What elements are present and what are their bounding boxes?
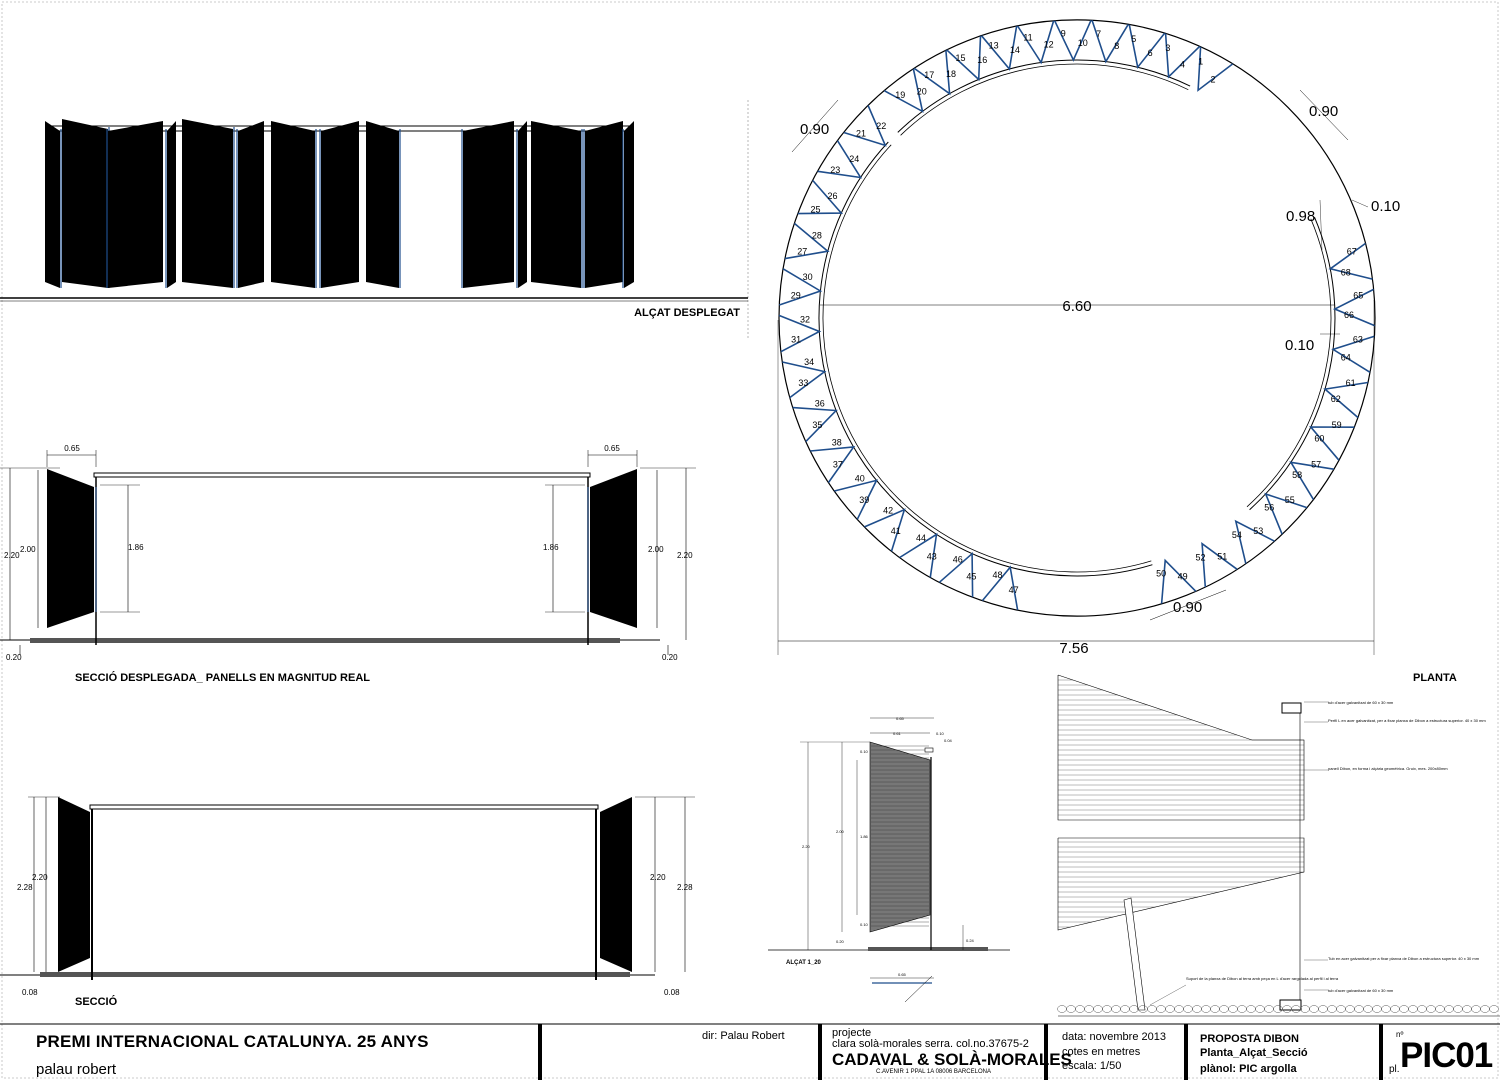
- pebble: [1409, 1006, 1418, 1013]
- dim-label: 0.08: [664, 988, 680, 997]
- dim-label: 2.28: [677, 883, 693, 892]
- dim-label: 2.00: [20, 545, 36, 554]
- tube-top: [1282, 703, 1301, 713]
- ring-inner-edge: [823, 64, 1331, 572]
- panel-number: 7: [1096, 28, 1102, 39]
- panel-number: 35: [812, 420, 823, 431]
- panel-number: 12: [1043, 39, 1054, 50]
- top-beam: [94, 473, 590, 477]
- dim-label: 0.04: [944, 738, 952, 743]
- panel-number: 56: [1264, 502, 1275, 513]
- dim-label: 2.00: [648, 545, 664, 554]
- dim-outer-diameter: 7.56: [1059, 640, 1089, 657]
- detail-title: ALÇAT 1_20: [786, 960, 821, 966]
- ground-hatch: [30, 638, 620, 643]
- pebble: [1337, 1006, 1346, 1013]
- elevation-panel: [108, 121, 163, 288]
- panel-number: 58: [1292, 469, 1303, 480]
- detail-note: Tub en acer galvanitzat per a fixar planxa de Dibon a estructura superior. 40 x 30 mm: [1328, 956, 1480, 961]
- right-panel: [590, 469, 637, 628]
- dim-gap-bottom: 0.90: [1173, 599, 1203, 616]
- dim-label: 0.65: [896, 716, 904, 721]
- pebble: [1400, 1006, 1409, 1013]
- panel-number: 54: [1231, 530, 1242, 541]
- pebble: [1094, 1006, 1103, 1013]
- elevation-unfolded: [0, 119, 748, 319]
- dim-label: 1.86: [860, 834, 868, 839]
- panel-number: 1: [1198, 56, 1204, 67]
- detail-note: tub d'acer galvanitzat de 60 x 30 mm: [1328, 988, 1394, 993]
- panel-number: 37: [832, 459, 843, 470]
- panel-number: 22: [876, 121, 887, 132]
- panel-number: 45: [966, 571, 977, 582]
- section-detail-strut: [1124, 898, 1145, 1010]
- ring-outer-edge: [779, 20, 1375, 616]
- panel-number: 14: [1009, 45, 1020, 56]
- elevation-panel: [624, 121, 634, 288]
- dim-inner-diameter: 6.60: [1062, 298, 1092, 315]
- pebble: [1319, 1006, 1328, 1013]
- dim-label: 2.20: [32, 873, 48, 882]
- project-label: projecte: [832, 1027, 872, 1039]
- elevation-panel: [271, 121, 315, 288]
- detail-plan-line: [905, 976, 932, 1002]
- panel-number: 51: [1217, 551, 1228, 562]
- panel-number: 48: [992, 570, 1003, 581]
- elevation-panel: [531, 121, 581, 288]
- ground-hatch: [40, 972, 630, 977]
- panel-number: 4: [1179, 59, 1185, 70]
- panel-number: 64: [1340, 352, 1351, 363]
- section: [0, 797, 695, 1008]
- dim-label: 0.20: [836, 939, 844, 944]
- elevation-panel: [182, 119, 233, 288]
- left-panel: [58, 797, 90, 972]
- dim-label: 2.20: [650, 873, 666, 882]
- panel-number: 28: [811, 230, 822, 241]
- pebble: [1472, 1006, 1481, 1013]
- panel-pair: [1092, 20, 1128, 61]
- dim-label: 1.86: [128, 543, 144, 552]
- pebble: [1382, 1006, 1391, 1013]
- pebble: [1256, 1006, 1265, 1013]
- panel-number: 18: [945, 69, 957, 79]
- detail-top-tube: [925, 748, 933, 752]
- panel-number: 42: [883, 505, 894, 516]
- panel-number: 15: [955, 53, 966, 64]
- dim-label: 0.08: [22, 988, 38, 997]
- elevation-panel: [585, 121, 623, 288]
- pebble: [1121, 1006, 1130, 1013]
- dim-label: 0.65: [898, 972, 906, 977]
- panel-number: 30: [802, 272, 813, 283]
- panel-number: 2: [1210, 74, 1216, 85]
- dim-label: 0.10: [936, 731, 944, 736]
- pebble: [1310, 1006, 1319, 1013]
- panel-number: 55: [1284, 495, 1295, 505]
- pebble: [1490, 1006, 1499, 1013]
- panel-number: 52: [1195, 552, 1206, 563]
- unfolded-section-title: SECCIÓ DESPLEGADA_ PANELLS EN MAGNITUD REAL: [75, 672, 370, 684]
- director: dir: Palau Robert: [702, 1030, 785, 1042]
- panel-number: 38: [831, 437, 842, 448]
- dim-thickness-top: 0.10: [1371, 198, 1401, 215]
- panel-number: 41: [890, 526, 901, 536]
- panel-number: 61: [1345, 378, 1356, 389]
- panel-number: 67: [1346, 246, 1357, 257]
- drawing-code: PIC01: [1400, 1036, 1493, 1075]
- dim-thickness-mid: 0.10: [1285, 337, 1315, 354]
- section-unfolded: [0, 444, 696, 684]
- panel-number: 40: [854, 473, 865, 484]
- pebble: [1166, 1006, 1175, 1013]
- pebble: [1202, 1006, 1211, 1013]
- pebble: [1148, 1006, 1157, 1013]
- elevation-panel: [518, 121, 527, 288]
- panel-number: 34: [804, 357, 815, 368]
- panel-number: 36: [814, 398, 825, 409]
- panel-number: 3: [1165, 43, 1171, 53]
- elevation-panel: [366, 121, 399, 288]
- dim-label: 1.86: [543, 543, 559, 552]
- plan-ring: [778, 20, 1457, 684]
- dim-label: 2.28: [17, 883, 33, 892]
- pl-label: pl.: [1389, 1064, 1400, 1075]
- dim-label: 0.10: [860, 749, 868, 754]
- panel-number: 63: [1352, 334, 1363, 345]
- panel-number: 20: [916, 86, 927, 97]
- pebble: [1193, 1006, 1202, 1013]
- firm-name: CADAVAL & SOLÀ-MORALES: [832, 1050, 1072, 1069]
- panel-number: 10: [1077, 38, 1088, 49]
- project-value: clara solà-morales serra. col.no.37675-2: [832, 1038, 1029, 1050]
- elevation-panel: [45, 121, 60, 288]
- panel-number: 68: [1340, 267, 1351, 278]
- panel-number: 66: [1343, 310, 1355, 320]
- pebble: [1373, 1006, 1382, 1013]
- panel-number: 17: [924, 69, 935, 80]
- panel-number: 19: [895, 90, 906, 101]
- leader-line: [1150, 985, 1186, 1005]
- panel-number: 13: [988, 40, 999, 51]
- firm-address: C.AVENIR 1 PPAL 1A 08006 BARCELONA: [876, 1069, 991, 1075]
- elevation-panel: [62, 119, 108, 288]
- pebble: [1130, 1006, 1139, 1013]
- pebble: [1103, 1006, 1112, 1013]
- ground-hatch: [868, 947, 988, 951]
- panel-number: 26: [827, 190, 838, 201]
- panel-number: 21: [855, 128, 867, 139]
- pebble: [1265, 1006, 1274, 1013]
- dim-label: 0.20: [662, 653, 678, 662]
- panel-number: 29: [790, 290, 801, 301]
- panel-number: 62: [1330, 394, 1341, 405]
- dim-label: 0.65: [604, 444, 620, 453]
- pebble: [1229, 1006, 1238, 1013]
- gravel: [1058, 1006, 1499, 1013]
- panel-number: 32: [799, 314, 811, 325]
- pebble: [1454, 1006, 1463, 1013]
- dim-label: 0.61: [893, 731, 901, 736]
- panel-number: 5: [1131, 33, 1137, 44]
- panel-number: 27: [797, 246, 808, 257]
- dim-line: [1352, 200, 1368, 207]
- pebble: [1436, 1006, 1445, 1013]
- panel-number: 39: [859, 495, 870, 505]
- detail-note: Perfil L en acer galvanitzat, per a fixar planxa de Dibon a estructura superior. 40 x 30 mm: [1328, 718, 1486, 723]
- panel-number: 9: [1060, 28, 1066, 39]
- elevation-title: ALÇAT DESPLEGAT: [634, 307, 740, 319]
- project-title: PREMI INTERNACIONAL CATALUNYA. 25 ANYS: [36, 1032, 429, 1051]
- dim-label: 0.24: [966, 938, 974, 943]
- project-subtitle: palau robert: [36, 1061, 117, 1078]
- pebble: [1112, 1006, 1121, 1013]
- pebble: [1157, 1006, 1166, 1013]
- dim-label: 2.20: [4, 551, 20, 560]
- panel-number: 25: [810, 204, 821, 215]
- left-panel: [47, 469, 94, 628]
- panel-number: 44: [915, 532, 927, 543]
- panel-pair: [1162, 560, 1196, 603]
- pebble: [1418, 1006, 1427, 1013]
- pebble: [1364, 1006, 1373, 1013]
- panel-number: 47: [1008, 584, 1019, 595]
- tube-bottom: [1280, 1000, 1301, 1010]
- elevation-panel: [463, 121, 514, 288]
- panel-number: 8: [1114, 40, 1120, 51]
- proposal-name: PROPOSTA DIBON: [1200, 1033, 1300, 1045]
- panel-number: 16: [977, 55, 988, 66]
- panel-number: 50: [1156, 568, 1167, 579]
- section-detail-hatch: [1058, 680, 1304, 815]
- panel-number: 57: [1311, 459, 1322, 470]
- drawing-units: cotes en metres: [1062, 1046, 1141, 1058]
- pebble: [1328, 1006, 1337, 1013]
- pebble: [1355, 1006, 1364, 1013]
- pebble: [1238, 1006, 1247, 1013]
- section-title: SECCIÓ: [75, 996, 118, 1008]
- pebble: [1481, 1006, 1490, 1013]
- plan-title: PLANTA: [1413, 672, 1457, 684]
- pebble: [1076, 1006, 1085, 1013]
- dim-label: 0.20: [6, 653, 22, 662]
- panel-number: 31: [791, 334, 802, 345]
- panel-zigzag: [779, 20, 1375, 610]
- panel-number: 65: [1353, 290, 1364, 301]
- elevation-panel: [321, 121, 359, 288]
- detail-note: tub d'acer galvanitzat de 60 x 30 mm: [1328, 700, 1394, 705]
- dim-depth: 0.98: [1286, 208, 1316, 225]
- pebble: [1427, 1006, 1436, 1013]
- pebble: [1067, 1006, 1076, 1013]
- top-beam: [90, 805, 598, 809]
- panel-number: 43: [926, 551, 937, 562]
- detail-note: Suport de la planxa de Dibon al terra amb peça en L d'acer rargolada al perfil i al terra: [1186, 976, 1339, 981]
- pebble: [1184, 1006, 1193, 1013]
- dim-line: [1320, 200, 1322, 250]
- number-label: nº: [1396, 1030, 1404, 1039]
- elevation-panel: [238, 121, 264, 288]
- panel-number: 49: [1177, 571, 1188, 582]
- dim-label: 2.20: [677, 551, 693, 560]
- detail-note: panell Dibon, en forma i alçària geomètrica. Gruix, mes. 200x80mm: [1328, 766, 1448, 771]
- panel-number: 11: [1023, 32, 1033, 43]
- pebble: [1085, 1006, 1094, 1013]
- panel-number: 33: [798, 378, 809, 389]
- detail-elevation: [768, 716, 1010, 1002]
- pebble: [1445, 1006, 1454, 1013]
- right-panel: [600, 797, 632, 972]
- elevation-panel: [167, 121, 176, 288]
- dim-label: 2.00: [836, 829, 844, 834]
- elevation-panels: [45, 119, 634, 288]
- panel-number: 23: [830, 164, 841, 175]
- panel-number: 24: [849, 154, 860, 164]
- panel-number: 46: [952, 554, 963, 565]
- panel-number: 59: [1331, 420, 1342, 431]
- drawing-date: data: novembre 2013: [1062, 1031, 1166, 1043]
- section-detail-hatch: [1058, 842, 1304, 927]
- pebble: [1247, 1006, 1256, 1013]
- ring-inner-edge: [819, 60, 1335, 576]
- panel-number: 53: [1253, 526, 1264, 536]
- section-detail: [1058, 675, 1500, 1016]
- detail-panel: [870, 742, 930, 932]
- pebble: [1301, 1006, 1310, 1013]
- dim-label: 0.10: [860, 922, 868, 927]
- pebble: [1346, 1006, 1355, 1013]
- pebble: [1175, 1006, 1184, 1013]
- dim-label: 2.20: [802, 844, 810, 849]
- plan-names: Planta_Alçat_Secció: [1200, 1047, 1308, 1059]
- pebble: [1058, 1006, 1067, 1013]
- planol-name: plànol: PIC argolla: [1200, 1063, 1297, 1075]
- dim-label: 0.65: [64, 444, 80, 453]
- panel-number: 60: [1314, 433, 1325, 444]
- pebble: [1220, 1006, 1229, 1013]
- dim-gap-left: 0.90: [800, 121, 830, 138]
- drawing-scale: escala: 1/50: [1062, 1060, 1122, 1072]
- pebble: [1391, 1006, 1400, 1013]
- panel-pair: [1166, 34, 1200, 77]
- pebble: [1211, 1006, 1220, 1013]
- pebble: [1463, 1006, 1472, 1013]
- section-detail-outline: [1058, 675, 1304, 820]
- dim-gap-right: 0.90: [1309, 103, 1339, 120]
- panel-number: 6: [1147, 48, 1153, 58]
